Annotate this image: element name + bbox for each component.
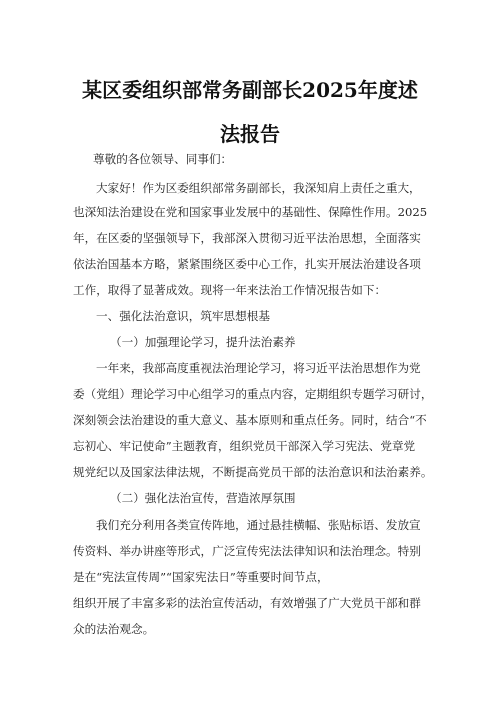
- paragraph-line: 年，在区委的坚强领导下，我部深入贯彻习近平法治思想，全面落实: [73, 231, 421, 245]
- paragraph-line: 组织开展了丰富多彩的法治宣传活动，有效增强了广大党员干部和群: [73, 596, 421, 610]
- paragraph-line: 大家好！作为区委组织部常务副部长，我深知肩上责任之重大，: [96, 181, 421, 195]
- salutation: 尊敬的各位领导、同事们：: [93, 152, 233, 166]
- paragraph-line: 忘初心、牢记使命”主题教育，组织党员干部深入学习宪法、党章党: [73, 439, 416, 453]
- paragraph-line: 一年来，我部高度重视法治理论学习，将习近平法治思想作为党: [96, 361, 421, 375]
- paragraph-line: 依法治国基本方略，紧紧围绕区委中心工作，扎实开展法治建设各项: [73, 257, 421, 271]
- paragraph-line: 传资料、举办讲座等形式，广泛宣传宪法法律知识和法治理念。特别: [73, 544, 421, 558]
- paragraph-line: 众的法治观念。: [73, 622, 155, 636]
- paragraph-line: 是在“宪法宣传周”“国家宪法日”等重要时间节点，: [73, 570, 329, 584]
- document-title-line-2: 法报告: [220, 122, 280, 146]
- paragraph-line: 深刻领会法治建设的重大意义、基本原则和重点任务。同时，结合“不: [73, 413, 427, 427]
- paragraph-line: 规党纪以及国家法律法规，不断提高党员干部的法治意识和法治素养。: [73, 465, 433, 479]
- paragraph-line: 工作，取得了显著成效。现将一年来法治工作情况报告如下：: [73, 283, 387, 297]
- paragraph-line: 委（党组）理论学习中心组学习的重点内容，定期组织专题学习研讨，: [73, 387, 433, 401]
- subsection-heading: （二）强化法治宣传，营造浓厚氛围: [110, 491, 296, 505]
- paragraph-line: 也深知法治建设在党和国家事业发展中的基础性、保障性作用。2025: [73, 205, 428, 219]
- paragraph-line: 我们充分利用各类宣传阵地，通过悬挂横幅、张贴标语、发放宣: [96, 518, 421, 532]
- section-heading: 一、强化法治意识，筑牢思想根基: [96, 309, 270, 323]
- subsection-heading: （一）加强理论学习，提升法治素养: [110, 335, 296, 349]
- document-title-line-1: 某区委组织部常务副部长2025年度述: [82, 78, 418, 102]
